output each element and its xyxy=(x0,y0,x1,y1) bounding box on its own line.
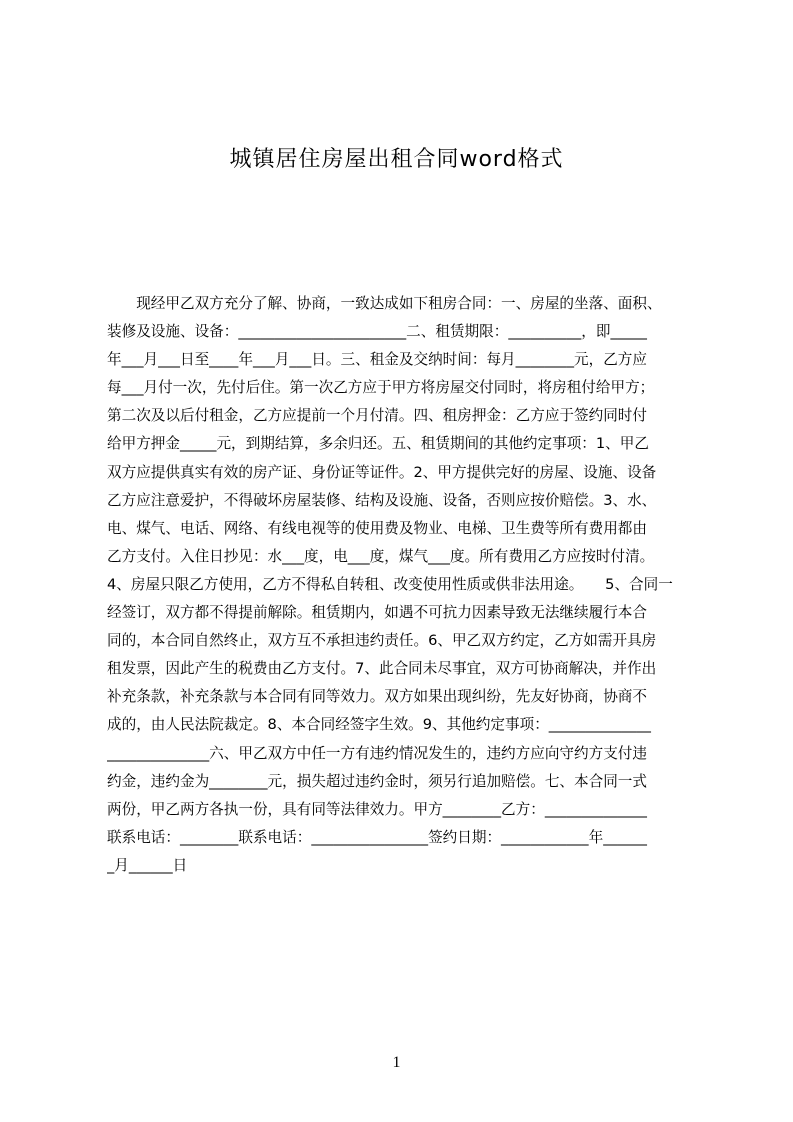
text-line: 租发票，因此产生的税费由乙方支付。7、此合同未尽事宜，双方可协商解决，并作出 xyxy=(107,660,657,678)
text-line: 第二次及以后付租金，乙方应提前一个月付清。四、租房押金：乙方应于签约同时付 xyxy=(107,407,647,425)
text-line: 4、房屋只限乙方使用，乙方不得私自转租、改变使用性质或供非法用途。 5、合同一 xyxy=(107,575,673,593)
text-line: 约金，违约金为________元，损失超过违约金时，须另行追加赔偿。七、本合同一式 xyxy=(107,772,647,790)
text-line: 同的，本合同自然终止，双方互不承担违约责任。6、甲乙双方约定，乙方如需开具房 xyxy=(107,632,657,650)
text-line: 每___月付一次，先付后住。第一次乙方应于甲方将房屋交付同时，将房租付给甲方； xyxy=(107,379,655,397)
page-number: 1 xyxy=(392,1054,401,1071)
text-line: 补充条款，补充条款与本合同有同等效力。双方如果出现纠纷，先友好协商，协商不 xyxy=(107,688,647,706)
text-line: 双方应提供真实有效的房产证、身份证等证件。2、甲方提供完好的房屋、设施、设备 xyxy=(107,463,657,481)
document-title: 城镇居住房屋出租合同word格式 xyxy=(229,147,564,172)
text-line: 乙方应注意爱护，不得破坏房屋装修、结构及设施、设备，否则应按价赔偿。3、水、 xyxy=(107,491,657,509)
text-line: 电、煤气、电话、网络、有线电视等的使用费及物业、电梯、卫生费等所有费用都由 xyxy=(107,519,647,537)
text-line: 两份，甲乙两方各执一份，具有同等法律效力。甲方________乙方：______________ xyxy=(107,800,647,818)
text-line: 给甲方押金_____元，到期结算，多余归还。五、租赁期间的其他约定事项：1、甲乙 xyxy=(107,435,649,453)
text-line: _月______日 xyxy=(107,856,188,874)
text-line: 成的，由人民法院裁定。8、本合同经签字生效。9、其他约定事项：______________ xyxy=(107,716,651,734)
text-line: 现经甲乙双方充分了解、协商，一致达成如下租房合同：一、房屋的坐落、面积、 xyxy=(107,295,662,312)
text-line: ______________六、甲乙双方中任一方有违约情况发生的，违约方应向守约方支付违 xyxy=(107,744,647,762)
text-line: 联系电话：________联系电话：________________签约日期：____________年______ xyxy=(107,828,647,846)
text-line: 装修及设施、设备：_______________________二、租赁期限：__________，即_____ xyxy=(107,323,647,341)
text-line: 年___月___日至____年___月___日。三、租金及交纳时间：每月________元，乙方应 xyxy=(107,351,647,369)
text-line: 乙方支付。入住日抄见：水___度，电___度，煤气___度。所有费用乙方应按时付清。 xyxy=(107,547,655,565)
text-line: 经签订，双方都不得提前解除。租赁期内，如遇不可抗力因素导致无法继续履行本合 xyxy=(107,604,647,622)
document-body xyxy=(107,290,697,880)
